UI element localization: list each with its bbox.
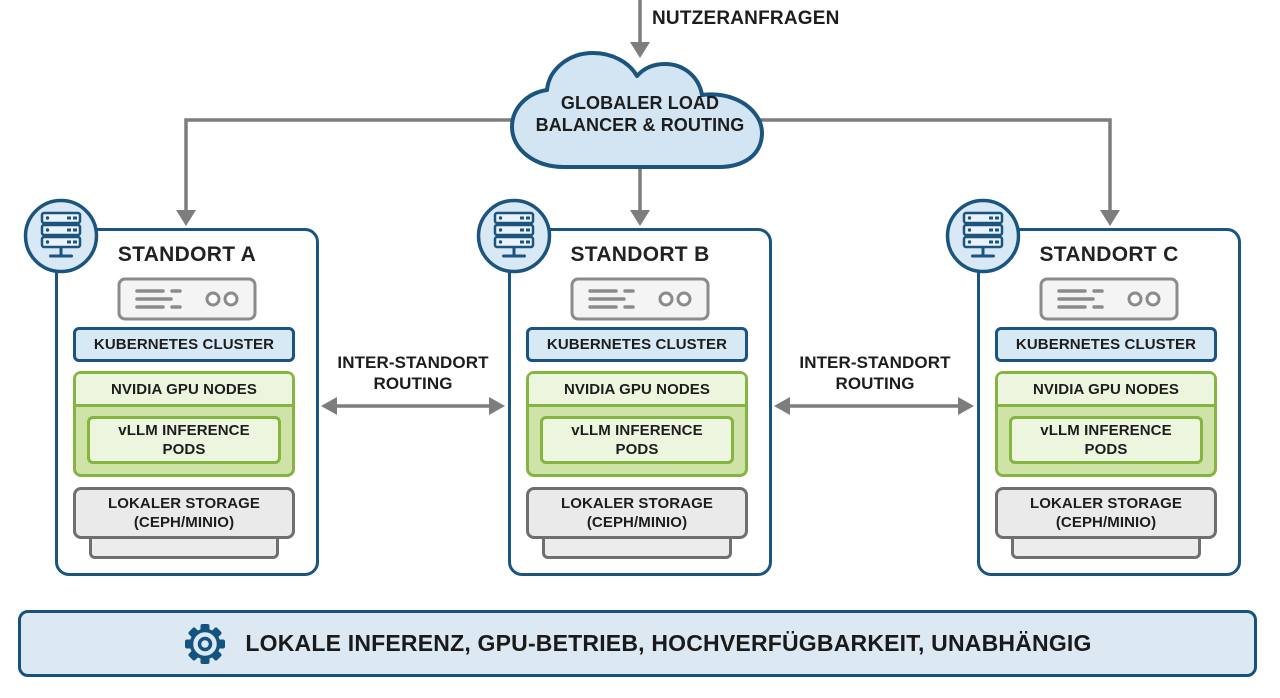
vllm-label-line1: vLLM INFERENCE xyxy=(571,422,703,439)
gpu-nodes-label: NVIDIA GPU NODES xyxy=(76,374,292,407)
site-card-c xyxy=(977,228,1241,576)
storage-label-line1: LOKALER STORAGE xyxy=(107,495,261,512)
gpu-nodes-box xyxy=(526,371,748,477)
server-chassis-icon xyxy=(1039,277,1179,321)
kubernetes-cluster-box: KUBERNETES CLUSTER xyxy=(526,327,748,362)
summary-banner-text: LOKALE INFERENZ, GPU-BETRIEB, HOCHVERFÜGBARKEIT, UNABHÄNGIG xyxy=(245,630,1092,656)
site-card-a xyxy=(55,228,319,576)
site-card-b xyxy=(508,228,772,576)
load-balancer-label xyxy=(520,92,760,136)
storage-box xyxy=(995,487,1217,539)
vllm-label-line2: PODS xyxy=(162,441,206,458)
routing-label-line2: ROUTING xyxy=(835,374,915,393)
gpu-nodes-label: NVIDIA GPU NODES xyxy=(998,374,1214,407)
kubernetes-cluster-box: KUBERNETES CLUSTER xyxy=(73,327,295,362)
user-requests-label: NUTZERANFRAGEN xyxy=(652,8,840,29)
storage-label-line1: LOKALER STORAGE xyxy=(560,495,714,512)
storage-label-line2: (CEPH/MINIO) xyxy=(133,514,235,531)
vllm-label-line1: vLLM INFERENCE xyxy=(118,422,250,439)
vllm-pods-box xyxy=(87,416,281,464)
storage-box xyxy=(73,487,295,539)
kubernetes-cluster-box: KUBERNETES CLUSTER xyxy=(995,327,1217,362)
inter-site-routing-label-right xyxy=(780,352,970,394)
storage-box xyxy=(526,487,748,539)
summary-banner xyxy=(18,610,1257,677)
vllm-label-line2: PODS xyxy=(615,441,659,458)
vllm-label-line1: vLLM INFERENCE xyxy=(1040,422,1172,439)
routing-label-line1: INTER-STANDORT xyxy=(337,353,489,372)
site-title: STANDORT B xyxy=(570,243,710,266)
storage-label-line2: (CEPH/MINIO) xyxy=(1055,514,1157,531)
gpu-nodes-box xyxy=(995,371,1217,477)
routing-label-line2: ROUTING xyxy=(373,374,453,393)
inter-site-routing-label-left xyxy=(318,352,508,394)
site-title: STANDORT C xyxy=(1039,243,1179,266)
load-balancer-label-line1: GLOBALER LOAD xyxy=(560,93,720,113)
storage-label-line2: (CEPH/MINIO) xyxy=(586,514,688,531)
storage-label-line1: LOKALER STORAGE xyxy=(1029,495,1183,512)
gpu-nodes-box xyxy=(73,371,295,477)
server-chassis-icon xyxy=(117,277,257,321)
vllm-pods-box xyxy=(1009,416,1203,464)
server-chassis-icon xyxy=(570,277,710,321)
routing-label-line1: INTER-STANDORT xyxy=(799,353,951,372)
load-balancer-label-line2: BALANCER & ROUTING xyxy=(535,115,745,135)
vllm-pods-box xyxy=(540,416,734,464)
vllm-label-line2: PODS xyxy=(1084,441,1128,458)
site-title: STANDORT A xyxy=(117,243,257,266)
gear-icon xyxy=(183,622,227,666)
gpu-nodes-label: NVIDIA GPU NODES xyxy=(529,374,745,407)
